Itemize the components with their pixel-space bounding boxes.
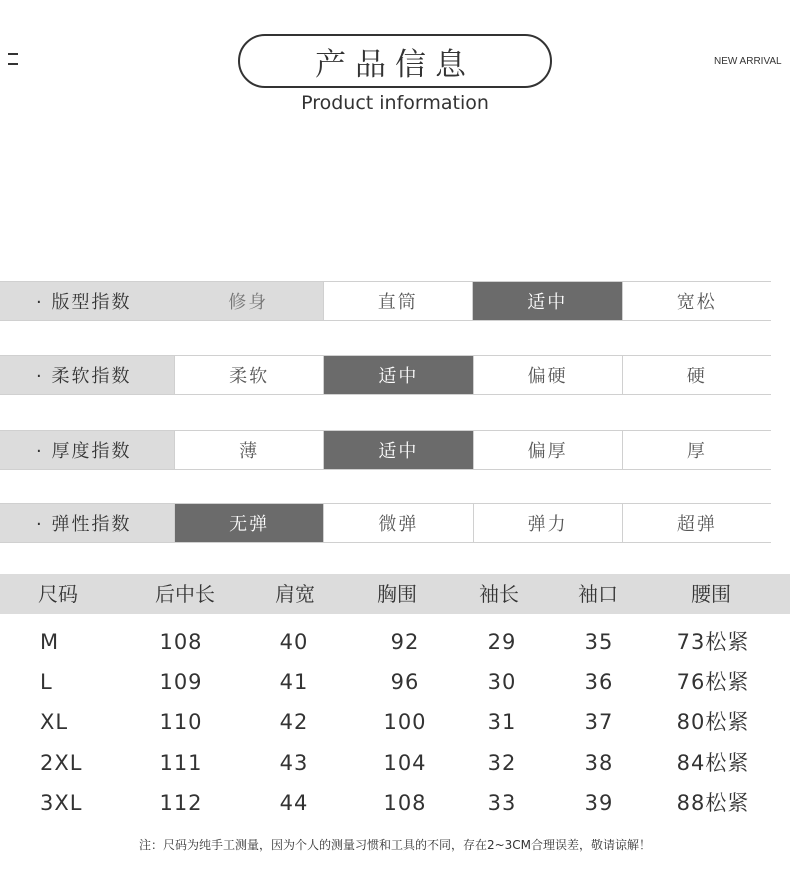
table-cell: 88松紧 (676, 791, 750, 815)
new-arrival-tag: NEW ARRIVAL (714, 56, 782, 67)
table-cell: 111 (159, 751, 203, 775)
table-cell: 100 (383, 710, 427, 734)
table-row (0, 783, 790, 823)
index-option-selected: 适中 (472, 282, 622, 320)
table-cell: 39 (584, 791, 614, 815)
index-option: 弹力 (473, 504, 622, 542)
table-cell: 40 (279, 630, 309, 654)
table-cell: 31 (487, 710, 517, 734)
column-header: 后中长 (155, 582, 215, 606)
table-cell: 110 (159, 710, 203, 734)
index-option: 直筒 (323, 282, 473, 320)
table-cell: M (40, 630, 60, 654)
index-label: · 柔软指数 (0, 356, 174, 394)
table-row (0, 743, 790, 783)
index-option: 偏厚 (473, 431, 622, 469)
table-cell: 108 (159, 630, 203, 654)
table-cell: 36 (584, 670, 614, 694)
edge-menu-icon (8, 53, 18, 67)
table-cell: 35 (584, 630, 614, 654)
table-cell: 42 (279, 710, 309, 734)
index-option: 薄 (174, 431, 323, 469)
table-cell: 38 (584, 751, 614, 775)
column-header: 尺码 (38, 582, 78, 606)
table-cell: 92 (390, 630, 420, 654)
index-label: · 弹性指数 (0, 504, 174, 542)
table-cell: 109 (159, 670, 203, 694)
table-cell: 3XL (40, 791, 83, 815)
table-cell: 76松紧 (676, 670, 750, 694)
column-header: 腰围 (691, 582, 731, 606)
index-option: 柔软 (174, 356, 323, 394)
table-cell: 80松紧 (676, 710, 750, 734)
table-row (0, 702, 790, 742)
table-cell: 112 (159, 791, 203, 815)
index-label: · 厚度指数 (0, 431, 174, 469)
table-cell: 73松紧 (676, 630, 750, 654)
table-cell: XL (40, 710, 69, 734)
index-row-elasticity (0, 503, 771, 543)
table-cell: 33 (487, 791, 517, 815)
table-cell: 41 (279, 670, 309, 694)
index-option: 硬 (622, 356, 771, 394)
section-subtitle: Product information (301, 92, 489, 114)
column-header: 袖口 (578, 582, 618, 606)
index-label: · 版型指数 (0, 282, 174, 320)
column-header: 胸围 (377, 582, 417, 606)
table-cell: 32 (487, 751, 517, 775)
index-option-selected: 适中 (323, 431, 472, 469)
table-cell: 29 (487, 630, 517, 654)
table-cell: 43 (279, 751, 309, 775)
index-option: 偏硬 (473, 356, 622, 394)
table-cell: 104 (383, 751, 427, 775)
column-header: 肩宽 (275, 582, 315, 606)
measurement-note: 注：尺码为纯手工测量，因为个人的测量习惯和工具的不同，存在2~3CM合理误差，敬请谅解！ (138, 838, 652, 852)
column-header: 袖长 (479, 582, 519, 606)
section-title: 产品信息 (238, 34, 552, 88)
index-option: 宽松 (622, 282, 772, 320)
index-option: 厚 (622, 431, 771, 469)
size-table-header (0, 574, 790, 614)
index-row-fit (0, 281, 771, 321)
table-row (0, 622, 790, 662)
table-cell: 37 (584, 710, 614, 734)
index-option-selected: 无弹 (174, 504, 323, 542)
index-row-thickness (0, 430, 771, 470)
index-option: 修身 (174, 282, 323, 320)
table-cell: 96 (390, 670, 420, 694)
index-option: 超弹 (622, 504, 771, 542)
table-cell: 108 (383, 791, 427, 815)
index-row-softness (0, 355, 771, 395)
table-cell: 44 (279, 791, 309, 815)
index-option-selected: 适中 (323, 356, 472, 394)
index-option: 微弹 (323, 504, 472, 542)
table-cell: 84松紧 (676, 751, 750, 775)
table-cell: 2XL (40, 751, 83, 775)
table-cell: L (40, 670, 53, 694)
table-row (0, 662, 790, 702)
table-cell: 30 (487, 670, 517, 694)
